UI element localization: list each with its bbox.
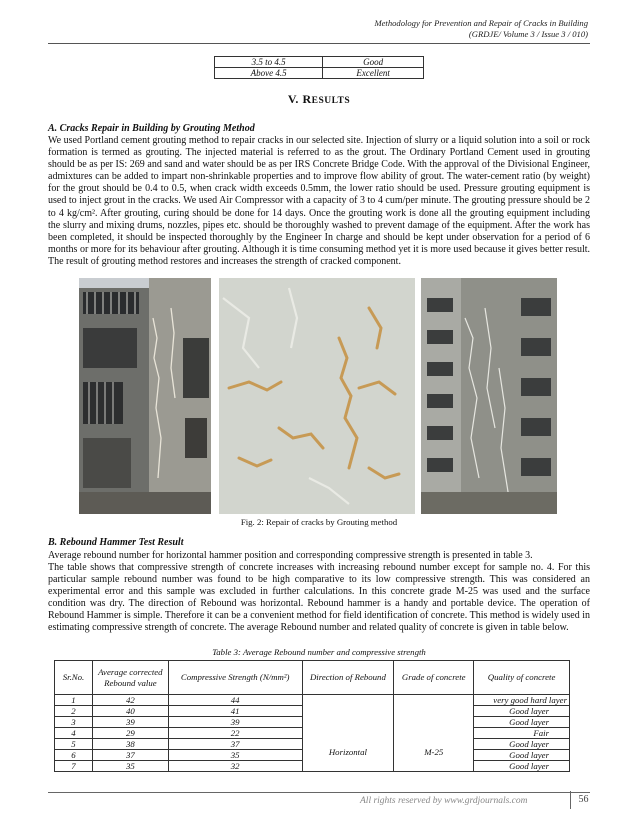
table-cell: 37 (168, 739, 302, 750)
section-title-rest: ESULTS (311, 96, 351, 106)
header-srno: Sr.No. (55, 661, 93, 695)
running-header (374, 18, 588, 40)
footer-divider (48, 792, 590, 793)
crack-closeup-photo (219, 278, 415, 514)
direction-cell: Horizontal (302, 695, 394, 772)
paragraph-rebound-intro: Average rebound number for horizontal hammer position and corresponding compressive strength is presented in table 3. (48, 550, 533, 561)
table-cell: 35 (168, 750, 302, 761)
table-cell: Good layer (474, 761, 570, 772)
table-cell: 3 (55, 717, 93, 728)
table-cell: 29 (92, 728, 168, 739)
grade-cell: M-25 (394, 695, 474, 772)
table3-title: Table 3: Average Rebound number and compressive strength (212, 647, 426, 657)
table-cell: Good layer (474, 739, 570, 750)
header-strength: Compressive Strength (N/mm²) (168, 661, 302, 695)
table-cell: 32 (168, 761, 302, 772)
table-cell: 44 (168, 695, 302, 706)
building-photo-left (79, 278, 211, 514)
table-cell: 39 (92, 717, 168, 728)
paragraph-rebound-analysis: The table shows that compressive strength of concrete increases with increasing rebound number except for sample no. 4. For this particular sample rebound number was found to be high comparative to its low compressive strength. This was considered an experimental error and this sample was excluded in further calculations. In this concrete grade M-25 was used and the surface condition was dry. The direction of Rebound was horizontal. Rebound hammer is a handy and portable device. The operation of Rebound Hammer is simple. Therefore it can be a convenient method for field identification of concrete. This method is widely used in estimating compressive strength of concrete. The average Rebound number and related quality of concrete is given in table below. (48, 562, 590, 634)
table-cell: 41 (168, 706, 302, 717)
table-header-row (55, 661, 570, 695)
table-cell: 37 (92, 750, 168, 761)
footer-copyright (360, 796, 527, 806)
subsection-b-heading: B. Rebound Hammer Test Result (48, 537, 184, 548)
table-cell: Excellent (323, 68, 424, 79)
table-cell: Fair (474, 728, 570, 739)
building-right-image (421, 278, 557, 514)
table-cell: 38 (92, 739, 168, 750)
table-cell: Good layer (474, 717, 570, 728)
table-cell: 4 (55, 728, 93, 739)
page-number: 56 (570, 791, 596, 809)
header-direction: Direction of Rebound (302, 661, 394, 695)
figure-caption: Fig. 2: Repair of cracks by Grouting method (240, 517, 398, 527)
table-cell: Good layer (474, 750, 570, 761)
paragraph-grouting-text-2: After grouting, curing should be done for 14 days. Once the grouting work is done all the grouting equipment including the slurry and mixing drums, nozzles, pipes etc. should be thoroughly washed to prevent damage of the equipment. After the work has been completed, it should be inspected thoroughly by the Engineer In charge and should be kept under observation for a period of 6 months or more for its behaviour after grouting. Although it is time consuming method yet it is more used because it gives better result. The result of grouting method restores and increases the strength of cracked component. (48, 207, 591, 267)
table-cell: very good hard layer (474, 695, 570, 706)
section-heading (0, 92, 638, 107)
table-cell: 22 (168, 728, 302, 739)
footer-site-link[interactable]: www.grdjournals.com (444, 796, 528, 806)
table-cell: 2 (55, 706, 93, 717)
section-title-initial: R (302, 92, 312, 106)
table-cell: 6 (55, 750, 93, 761)
table-cell: Above 4.5 (215, 68, 323, 79)
header-quality: Quality of concrete (474, 661, 570, 695)
footer-text: All rights reserved by (360, 796, 442, 806)
table-row (215, 57, 424, 68)
rebound-table (54, 660, 570, 772)
table-cell: 39 (168, 717, 302, 728)
table-cell: Good layer (474, 706, 570, 717)
section-number: V. (287, 92, 299, 106)
grouted-cracks-image (219, 278, 415, 514)
table-cell: 5 (55, 739, 93, 750)
table-cell: 35 (92, 761, 168, 772)
header-grade: Grade of concrete (394, 661, 474, 695)
header-rebound: Average corrected Rebound value (92, 661, 168, 695)
building-photo-right (421, 278, 557, 514)
table-row (55, 695, 570, 706)
subsection-a-heading: A. Cracks Repair in Building by Grouting Method (48, 123, 255, 134)
table-row (215, 68, 424, 79)
table-cell: 40 (92, 706, 168, 717)
table-cell: 7 (55, 761, 93, 772)
paragraph-grouting-text: We used Portland cement grouting method to repair cracks in our selected site. Injection of slurry or a liquid solution into a soil or rock formation is termed as grouting. The injected material is referred to as the grout. The Ordinary Portland Cement used in grouting should be as per IS: 269 and sand and water should be as per IRS Concrete Bridge Code. With the approval of the Divisional Engineer, admixtures can be added to impart non-shrinkable properties and to improve flow ability of grout. The water-cement ratio (by weight) for the grout should be 0.4 to 0.5, when crack width exceeds 0.5mm, the lower ratio should be used. Pressure grouting equipment is used to inject grout in the cracks. We used Air Compressor with a capacity of 3 to 4 cum/per minute. The grouting pressure should be 2 to 4 kg/cm². (48, 135, 590, 219)
table-cell: 3.5 to 4.5 (215, 57, 323, 68)
previous-table-continuation (214, 56, 424, 79)
building-left-image (79, 278, 211, 514)
header-title: Methodology for Prevention and Repair of Cracks in Building (374, 18, 588, 28)
table-cell: 1 (55, 695, 93, 706)
table-cell: Good (323, 57, 424, 68)
paragraph-grouting (48, 135, 590, 268)
header-divider (48, 43, 590, 44)
header-volume: (GRDJE/ Volume 3 / Issue 3 / 010) (468, 29, 588, 39)
table-cell: 42 (92, 695, 168, 706)
